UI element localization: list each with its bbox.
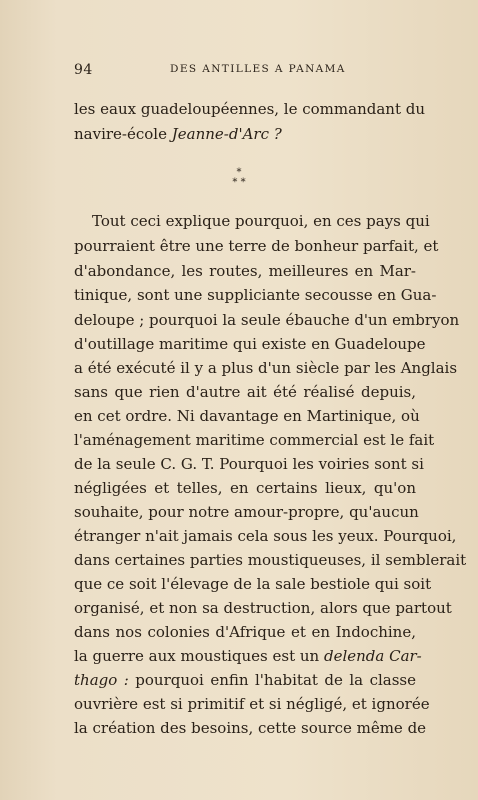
page-header <box>74 62 414 78</box>
text-line: la guerre aux moustiques est un delenda Car- <box>74 647 422 665</box>
asterism-top: * <box>236 167 242 178</box>
text-line: souhaite, pour notre amour-propre, qu'aucun <box>74 503 419 521</box>
text-line: d'abondance, les routes, meilleures en Mar- <box>74 262 416 280</box>
text-line: dans nos colonies d'Afrique et en Indochine, <box>74 623 416 641</box>
text-line: thago : pourquoi enfin l'habitat de la classe <box>74 671 417 689</box>
text-line: dans certaines parties moustiqueuses, il semblerait <box>74 551 467 569</box>
text-line: que ce soit l'élevage de la sale bestiole qui soit <box>74 575 432 593</box>
latin-phrase: thago : <box>74 671 129 689</box>
text-line: sans que rien d'autre ait été réalisé depuis, <box>74 383 416 401</box>
ship-name: Jeanne-d'Arc ? <box>171 125 282 143</box>
text-line: pourraient être une terre de bonheur parfait, et <box>74 237 439 255</box>
text-line: a été exécuté il y a plus d'un siècle par les Anglais <box>74 359 458 377</box>
text-line: organisé, et non sa destruction, alors que partout <box>74 599 452 617</box>
text-line: navire-école Jeanne-d'Arc ? <box>74 125 282 143</box>
latin-phrase: delenda Car- <box>323 647 422 665</box>
text-line: d'outillage maritime qui existe en Guadeloupe <box>74 335 426 353</box>
text-line: de la seule C. G. T. Pourquoi les voiries sont si <box>74 455 424 473</box>
text-line: la création des besoins, cette source même de <box>74 719 427 737</box>
text-line: en cet ordre. Ni davantage en Martinique, où <box>74 407 420 425</box>
text-line: ouvrière est si primitif et si négligé, et ignorée <box>74 695 430 713</box>
text-line: deloupe ; pourquoi la seule ébauche d'un embryon <box>74 311 460 329</box>
text-line: tinique, sont une suppliciante secousse en Gua- <box>74 286 437 304</box>
text-line: négligées et telles, en certains lieux, qu'on <box>74 479 416 497</box>
asterism-bottom: * * <box>232 177 246 188</box>
text-line: l'aménagement maritime commercial est le fait <box>74 431 435 449</box>
text-line: les eaux guadeloupéennes, le commandant du <box>74 100 425 118</box>
page-number: 94 <box>74 62 93 78</box>
running-title: DES ANTILLES A PANAMA <box>170 63 346 75</box>
text-line: Tout ceci explique pourquoi, en ces pays qui <box>92 212 430 230</box>
text-line: étranger n'ait jamais cela sous les yeux. Pourquoi, <box>74 527 457 545</box>
